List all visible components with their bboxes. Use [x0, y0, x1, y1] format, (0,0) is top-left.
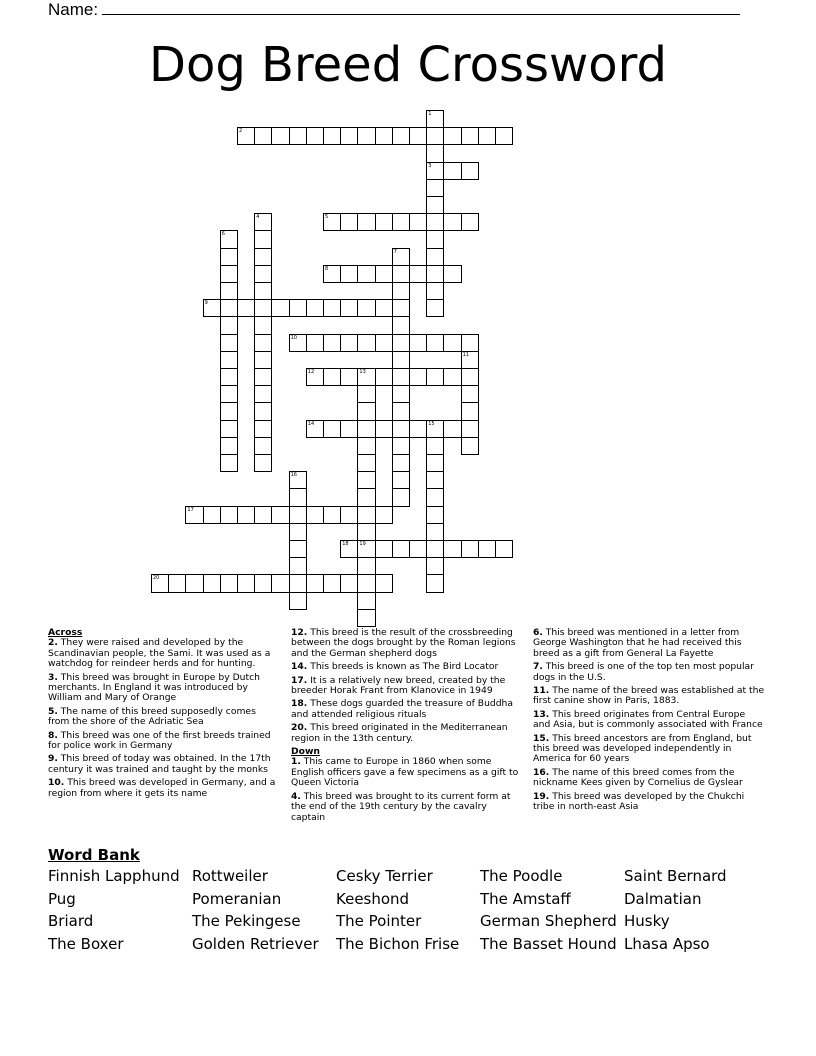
grid-cell[interactable] — [323, 299, 341, 317]
grid-cell[interactable] — [289, 540, 307, 558]
grid-cell[interactable] — [254, 230, 272, 248]
grid-cell[interactable] — [426, 471, 444, 489]
word-bank-item: The Poodle — [480, 867, 563, 885]
clue-text: This breeds is known as The Bird Locator — [307, 661, 499, 673]
grid-cell[interactable] — [220, 506, 238, 524]
clue-text: They were raised and developed by the Scandinavian people, the Sami. It was used as a watchdog for reindeer herds and for hunting. — [48, 637, 271, 670]
across-clue — [48, 638, 280, 669]
clue-number-label: 15. — [533, 732, 550, 744]
grid-cell[interactable] — [254, 248, 272, 266]
grid-cell[interactable] — [220, 334, 238, 352]
grid-cell[interactable] — [426, 196, 444, 214]
grid-cell[interactable] — [254, 385, 272, 403]
clue-number-label: 10. — [48, 777, 65, 789]
grid-cell[interactable] — [375, 265, 393, 283]
clue-number: 10 — [290, 334, 297, 341]
grid-cell[interactable] — [254, 574, 272, 592]
clue-number: 13 — [359, 369, 366, 375]
clue-text: This breed was developed in Germany, and a region from where it gets its name — [48, 777, 276, 799]
grid-cell[interactable] — [357, 609, 375, 627]
grid-cell[interactable] — [289, 557, 307, 575]
grid-cell[interactable] — [409, 420, 427, 438]
across-clue — [291, 628, 523, 659]
grid-cell[interactable] — [237, 127, 255, 145]
clue-number-label: 14. — [291, 661, 308, 673]
grid-cell[interactable] — [426, 437, 444, 455]
down-clue — [291, 792, 523, 823]
grid-cell[interactable] — [323, 368, 341, 386]
grid-cell[interactable] — [426, 334, 444, 352]
grid-cell[interactable] — [392, 299, 410, 317]
grid-cell[interactable] — [323, 574, 341, 592]
grid-cell[interactable] — [392, 213, 410, 231]
grid-cell[interactable] — [254, 282, 272, 300]
grid-cell[interactable] — [254, 334, 272, 352]
grid-cell[interactable] — [409, 213, 427, 231]
grid-cell[interactable] — [461, 213, 479, 231]
grid-cell[interactable] — [306, 299, 324, 317]
grid-cell[interactable] — [340, 420, 358, 438]
grid-cell[interactable] — [392, 334, 410, 352]
grid-cell[interactable] — [426, 574, 444, 592]
word-bank-item: Saint Bernard — [624, 867, 727, 885]
grid-cell[interactable] — [357, 488, 375, 506]
clues-col-3 — [533, 628, 765, 816]
grid-cell[interactable] — [495, 540, 513, 558]
grid-cell[interactable] — [357, 265, 375, 283]
clue-number-label: 12. — [291, 627, 308, 638]
grid-cell[interactable] — [392, 437, 410, 455]
grid-cell[interactable] — [375, 506, 393, 524]
word-bank-item: Dalmatian — [624, 889, 702, 908]
grid-cell[interactable] — [306, 420, 324, 438]
grid-cell[interactable] — [237, 574, 255, 592]
clue-number: 18 — [342, 541, 349, 547]
grid-cell[interactable] — [357, 471, 375, 489]
grid-cell[interactable] — [237, 506, 255, 524]
clue-number: 6 — [221, 231, 225, 238]
grid-cell[interactable] — [443, 213, 461, 231]
grid-cell[interactable] — [443, 127, 461, 145]
grid-cell[interactable] — [426, 230, 444, 248]
grid-cell[interactable] — [392, 368, 410, 386]
down-clue — [533, 768, 765, 789]
clue-number-label: 17. — [291, 674, 308, 686]
grid-cell[interactable] — [392, 316, 410, 334]
grid-cell[interactable] — [409, 127, 427, 145]
grid-cell[interactable] — [289, 127, 307, 145]
grid-cell[interactable] — [392, 488, 410, 506]
grid-cell[interactable] — [461, 540, 479, 558]
clues-col-1 — [48, 628, 280, 802]
grid-cell[interactable] — [289, 488, 307, 506]
grid-cell[interactable] — [461, 351, 479, 369]
across-clue — [48, 673, 280, 704]
clue-number-label: 5. — [48, 705, 58, 717]
grid-cell[interactable] — [289, 574, 307, 592]
grid-cell[interactable] — [306, 574, 324, 592]
grid-cell[interactable] — [426, 110, 444, 128]
word-bank-item: Rottweiler — [192, 867, 268, 885]
grid-cell[interactable] — [237, 299, 255, 317]
grid-cell[interactable] — [426, 523, 444, 541]
grid-cell[interactable] — [323, 334, 341, 352]
grid-cell[interactable] — [375, 540, 393, 558]
grid-cell[interactable] — [254, 368, 272, 386]
page-title: Dog Breed Crossword — [148, 37, 667, 93]
grid-cell[interactable] — [392, 420, 410, 438]
clue-number: 11 — [462, 351, 469, 358]
clue-text: This breed ancestors are from England, but this breed was developed independently in America for 60 years — [533, 732, 752, 765]
clue-text: This breed is one of the top ten most popular dogs in the U.S. — [533, 661, 754, 683]
grid-cell[interactable] — [289, 592, 307, 610]
clue-text: This breed was brought to its current form at the end of the 19th century by the cavalry captain — [291, 790, 511, 823]
grid-cell[interactable] — [220, 351, 238, 369]
grid-cell[interactable] — [306, 334, 324, 352]
grid-cell[interactable] — [443, 540, 461, 558]
grid-cell[interactable] — [340, 506, 358, 524]
grid-cell[interactable] — [220, 368, 238, 386]
grid-cell[interactable] — [461, 420, 479, 438]
grid-cell[interactable] — [254, 351, 272, 369]
grid-cell[interactable] — [357, 368, 375, 386]
clue-number: 4 — [256, 214, 260, 221]
grid-cell[interactable] — [289, 471, 307, 489]
clue-number-label: 13. — [533, 708, 550, 720]
grid-cell[interactable] — [220, 230, 238, 248]
grid-cell[interactable] — [254, 506, 272, 524]
grid-cell[interactable] — [375, 213, 393, 231]
grid-cell[interactable] — [375, 574, 393, 592]
grid-cell[interactable] — [375, 299, 393, 317]
across-heading: Across — [48, 627, 83, 638]
grid-cell[interactable] — [254, 420, 272, 438]
clue-text: This breed was developed by the Chukchi tribe in north-east Asia — [533, 790, 745, 813]
clue-number-label: 18. — [291, 698, 308, 710]
clue-text: These dogs guarded the treasure of Buddha and attended religious rituals — [291, 698, 514, 720]
across-clue — [291, 699, 523, 720]
down-clue — [291, 757, 523, 788]
grid-cell[interactable] — [220, 316, 238, 334]
grid-cell[interactable] — [426, 488, 444, 506]
word-bank-item: The Pekingese — [192, 912, 301, 930]
grid-cell[interactable] — [478, 540, 496, 558]
grid-cell[interactable] — [461, 385, 479, 403]
grid-cell[interactable] — [220, 265, 238, 283]
grid-cell[interactable] — [323, 265, 341, 283]
clue-text: The name of this breed comes from the nickname Kees given by Cornelius de Gyslear — [533, 766, 743, 789]
word-bank-item: The Amstaff — [480, 889, 571, 908]
grid-cell[interactable] — [478, 127, 496, 145]
clue-number: 20 — [153, 575, 160, 582]
clue-number-label: 9. — [48, 753, 58, 765]
grid-cell[interactable] — [357, 127, 375, 145]
clue-number-label: 1. — [291, 756, 301, 768]
grid-cell[interactable] — [220, 437, 238, 455]
grid-cell[interactable] — [426, 557, 444, 575]
word-bank-item: Pug — [48, 889, 76, 908]
across-clue — [48, 754, 280, 775]
grid-cell[interactable] — [220, 574, 238, 592]
clue-number-label: 7. — [533, 661, 543, 673]
grid-cell[interactable] — [461, 402, 479, 420]
grid-cell[interactable] — [254, 213, 272, 231]
grid-cell[interactable] — [340, 213, 358, 231]
clue-text: The name of the breed was established at the first canine show in Paris, 1883. — [533, 685, 765, 707]
grid-cell[interactable] — [357, 540, 375, 558]
clue-text: This breed originated in the Mediterranean region in the 13th century. — [291, 722, 508, 744]
clue-number: 12 — [307, 369, 315, 375]
clue-number: 17 — [187, 506, 194, 513]
grid-cell[interactable] — [340, 574, 358, 592]
clue-number: 14 — [307, 420, 315, 427]
grid-cell[interactable] — [203, 299, 221, 317]
grid-cell[interactable] — [375, 368, 393, 386]
grid-cell[interactable] — [443, 334, 461, 352]
grid-cell[interactable] — [340, 334, 358, 352]
clue-number: 9 — [204, 300, 208, 307]
word-bank-item: Golden Retriever — [192, 934, 319, 953]
grid-cell[interactable] — [443, 368, 461, 386]
grid-cell[interactable] — [203, 506, 221, 524]
grid-cell[interactable] — [426, 454, 444, 472]
grid-cell[interactable] — [220, 299, 238, 317]
grid-cell[interactable] — [220, 282, 238, 300]
grid-cell[interactable] — [254, 454, 272, 472]
grid-cell[interactable] — [357, 334, 375, 352]
across-clue — [291, 662, 523, 672]
grid-cell[interactable] — [271, 506, 289, 524]
down-heading: Down — [291, 746, 320, 758]
clue-number-label: 19. — [533, 790, 550, 802]
grid-cell[interactable] — [220, 248, 238, 266]
clues-col-2 — [291, 628, 523, 826]
grid-cell[interactable] — [203, 574, 221, 592]
grid-cell[interactable] — [306, 506, 324, 524]
grid-cell[interactable] — [426, 540, 444, 558]
grid-cell[interactable] — [220, 402, 238, 420]
grid-cell[interactable] — [461, 437, 479, 455]
grid-cell[interactable] — [375, 127, 393, 145]
word-bank-item: Finnish Lapphund — [48, 867, 180, 885]
grid-cell[interactable] — [323, 213, 341, 231]
word-bank-item: The Bichon Frise — [336, 934, 460, 953]
word-bank-title: Word Bank — [48, 846, 140, 864]
grid-cell[interactable] — [254, 402, 272, 420]
across-clue — [48, 707, 280, 728]
across-clue — [291, 723, 523, 744]
down-clue — [533, 734, 765, 765]
grid-cell[interactable] — [220, 385, 238, 403]
clue-number-label: 16. — [533, 766, 550, 778]
grid-cell[interactable] — [392, 351, 410, 369]
grid-cell[interactable] — [151, 574, 169, 592]
word-bank-item: Pomeranian — [192, 889, 282, 908]
clue-number: 15 — [428, 420, 435, 427]
grid-cell[interactable] — [289, 523, 307, 541]
clue-text: This came to Europe in 1860 when some English officers gave a few specimens as a gift to Queen Victoria — [291, 756, 519, 789]
grid-cell[interactable] — [289, 506, 307, 524]
grid-cell[interactable] — [340, 540, 358, 558]
grid-cell[interactable] — [392, 471, 410, 489]
grid-cell[interactable] — [461, 127, 479, 145]
clue-number: 3 — [428, 162, 432, 169]
grid-cell[interactable] — [289, 299, 307, 317]
grid-cell[interactable] — [271, 574, 289, 592]
grid-cell[interactable] — [357, 506, 375, 524]
grid-cell[interactable] — [392, 385, 410, 403]
clue-number-label: 20. — [291, 722, 308, 734]
grid-cell[interactable] — [289, 334, 307, 352]
down-clue — [533, 628, 765, 659]
clue-text: This breed was brought in Europe by Dutch merchants. In England it was introduced by William and Mary of Orange — [48, 671, 260, 704]
grid-cell[interactable] — [426, 144, 444, 162]
grid-cell[interactable] — [357, 385, 375, 403]
grid-cell[interactable] — [443, 162, 461, 180]
grid-cell[interactable] — [426, 265, 444, 283]
clue-text: This breed was mentioned in a letter from George Washington that he had received this breed as a gift from General La Fayette — [533, 627, 742, 659]
grid-cell[interactable] — [357, 213, 375, 231]
clue-number: 7 — [393, 248, 397, 255]
grid-cell[interactable] — [426, 162, 444, 180]
grid-cell[interactable] — [357, 523, 375, 541]
grid-cell[interactable] — [340, 127, 358, 145]
grid-cell[interactable] — [443, 265, 461, 283]
grid-cell[interactable] — [271, 127, 289, 145]
grid-cell[interactable] — [375, 334, 393, 352]
clue-number-label: 11. — [533, 685, 550, 697]
grid-cell[interactable] — [426, 127, 444, 145]
clue-number: 19 — [359, 541, 366, 547]
grid-cell[interactable] — [357, 437, 375, 455]
name-underline — [102, 0, 740, 15]
down-clue — [533, 686, 765, 707]
grid-cell[interactable] — [357, 592, 375, 610]
across-clue — [291, 676, 523, 697]
clue-number-label: 4. — [291, 790, 301, 802]
grid-cell[interactable] — [461, 162, 479, 180]
grid-cell[interactable] — [220, 454, 238, 472]
grid-cell[interactable] — [375, 420, 393, 438]
clue-text: This breed was one of the first breeds trained for police work in Germany — [48, 729, 271, 752]
grid-cell[interactable] — [254, 437, 272, 455]
grid-cell[interactable] — [357, 557, 375, 575]
grid-cell[interactable] — [220, 420, 238, 438]
clue-number: 5 — [325, 214, 329, 221]
grid-cell[interactable] — [426, 299, 444, 317]
grid-cell[interactable] — [168, 574, 186, 592]
grid-cell[interactable] — [323, 420, 341, 438]
word-bank-item: Husky — [624, 912, 670, 930]
clue-text: This breed originates from Central Europe and Asia, but is commonly associated with France — [533, 708, 763, 731]
clue-text: The name of this breed supposedly comes from the shore of the Adriatic Sea — [48, 705, 256, 728]
clue-number-label: 6. — [533, 627, 543, 638]
grid-cell[interactable] — [461, 334, 479, 352]
grid-cell[interactable] — [392, 540, 410, 558]
grid-cell[interactable] — [426, 282, 444, 300]
word-bank-item: German Shepherd — [480, 912, 617, 930]
grid-cell[interactable] — [495, 127, 513, 145]
grid-cell[interactable] — [306, 368, 324, 386]
across-clue — [48, 778, 280, 799]
grid-cell[interactable] — [254, 299, 272, 317]
grid-cell[interactable] — [426, 248, 444, 266]
grid-cell[interactable] — [357, 402, 375, 420]
grid-cell[interactable] — [426, 368, 444, 386]
word-bank-item: Briard — [48, 912, 94, 930]
word-bank-item: The Pointer — [336, 912, 422, 930]
word-bank-item: The Basset Hound — [480, 934, 617, 953]
grid-cell[interactable] — [409, 265, 427, 283]
grid-cell[interactable] — [254, 316, 272, 334]
name-label: Name: — [48, 0, 99, 19]
grid-cell[interactable] — [357, 574, 375, 592]
clue-number: 2 — [239, 128, 243, 135]
grid-cell[interactable] — [357, 454, 375, 472]
grid-cell[interactable] — [392, 454, 410, 472]
word-bank-item: Lhasa Apso — [624, 934, 710, 953]
grid-cell[interactable] — [409, 368, 427, 386]
clue-number: 8 — [325, 265, 329, 272]
grid-cell[interactable] — [340, 265, 358, 283]
down-clue — [533, 710, 765, 731]
clue-number-label: 8. — [48, 729, 58, 741]
grid-cell[interactable] — [185, 506, 203, 524]
grid-cell[interactable] — [426, 179, 444, 197]
name-field[interactable] — [48, 0, 740, 20]
grid-cell[interactable] — [254, 127, 272, 145]
grid-cell[interactable] — [409, 540, 427, 558]
grid-cell[interactable] — [443, 420, 461, 438]
clue-number-label: 2. — [48, 637, 58, 649]
clue-text: It is a relatively new breed, created by the breeder Horak Frant from Klanovice in 1949 — [291, 674, 506, 697]
clue-number: 16 — [290, 472, 297, 479]
down-clue — [533, 792, 765, 813]
grid-cell[interactable] — [357, 420, 375, 438]
word-bank-item: Cesky Terrier — [336, 867, 433, 885]
across-clue — [48, 731, 280, 752]
grid-cell[interactable] — [323, 506, 341, 524]
grid-cell[interactable] — [392, 282, 410, 300]
grid-cell[interactable] — [306, 127, 324, 145]
clue-number-label: 3. — [48, 671, 58, 683]
grid-cell[interactable] — [409, 334, 427, 352]
clue-text: This breed is the result of the crossbreeding between the dogs brought by the Roman legions and the German shepherd dogs — [291, 627, 516, 659]
grid-cell[interactable] — [271, 299, 289, 317]
grid-cell[interactable] — [357, 299, 375, 317]
grid-cell[interactable] — [392, 127, 410, 145]
grid-cell[interactable] — [392, 402, 410, 420]
grid-cell[interactable] — [426, 213, 444, 231]
down-clue — [533, 662, 765, 683]
clue-text: This breed of today was obtained. In the 17th century it was trained and taught by the monks — [48, 753, 271, 775]
word-bank-item: The Boxer — [48, 934, 124, 953]
clue-number: 1 — [428, 111, 432, 117]
grid-cell[interactable] — [185, 574, 203, 592]
grid-cell[interactable] — [426, 506, 444, 524]
word-bank-item: Keeshond — [336, 889, 410, 908]
grid-cell[interactable] — [254, 265, 272, 283]
grid-cell[interactable] — [323, 127, 341, 145]
word-bank — [48, 867, 768, 957]
grid-cell[interactable] — [392, 248, 410, 266]
grid-cell[interactable] — [340, 368, 358, 386]
grid-cell[interactable] — [426, 420, 444, 438]
grid-cell[interactable] — [392, 265, 410, 283]
grid-cell[interactable] — [340, 299, 358, 317]
grid-cell[interactable] — [461, 368, 479, 386]
